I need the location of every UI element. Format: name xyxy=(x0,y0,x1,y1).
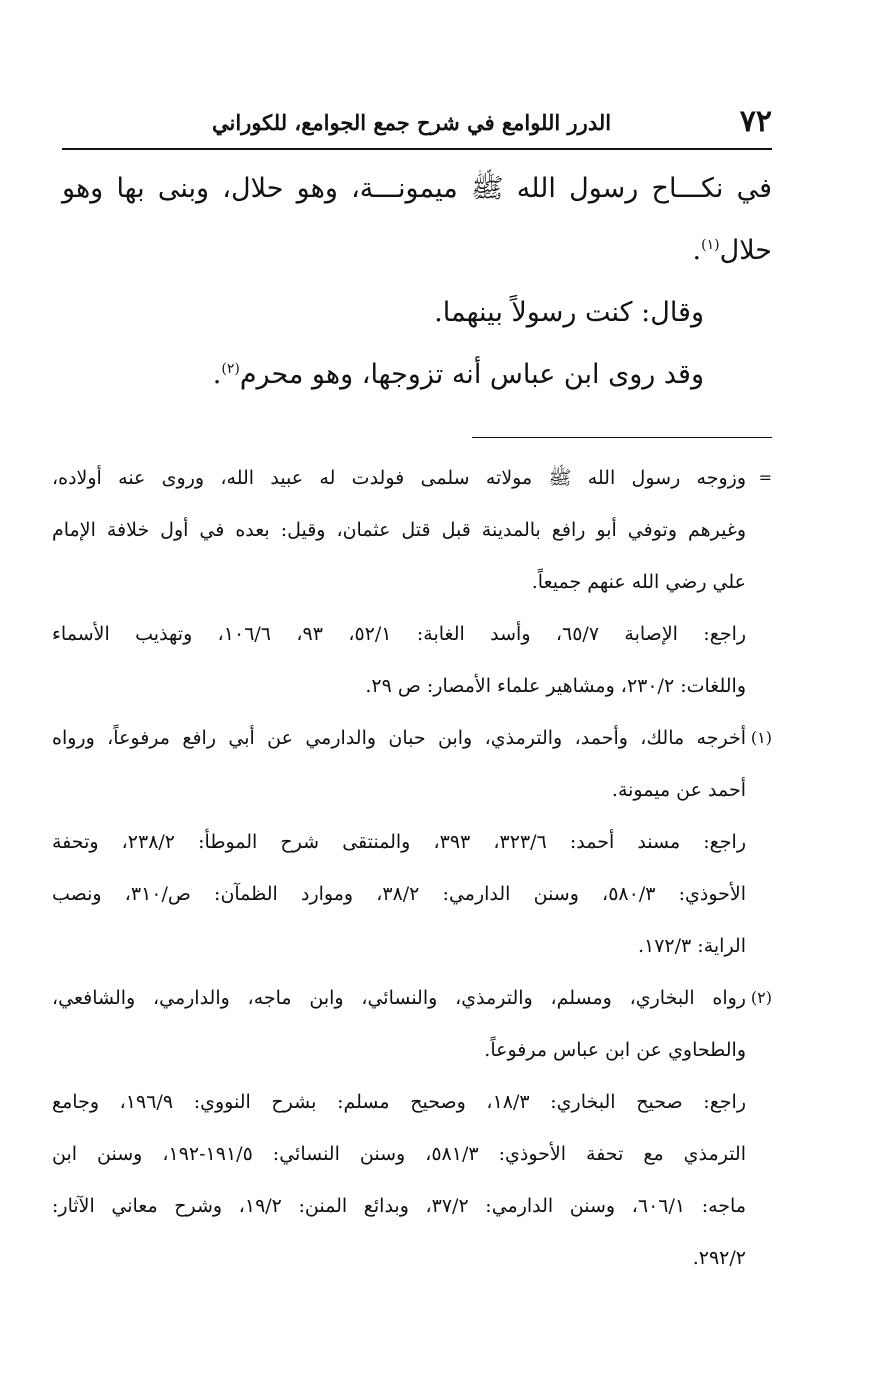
footnote-marker: (٢) xyxy=(750,988,772,1007)
footnote-line: راجع: مسند أحمد: ٣٢٣/٦، ٣٩٣، والمنتقى شرح الموطأ: ٢٣٨/٢، وتحفة xyxy=(52,831,746,853)
footnote-reference: (٢) xyxy=(221,361,240,377)
footnote-line: (١) أخرجه مالك، وأحمد، والترمذي، وابن حبان والدارمي عن أبي رافع مرفوعاً، ورواه xyxy=(52,712,772,764)
main-text-fragment: . xyxy=(692,235,702,266)
main-text xyxy=(62,158,772,406)
footnote-line: الترمذي مع تحفة الأحوذي: ٥٨١/٣، وسنن النسائي: ١٩١/٥-١٩٢، وسنن ابن xyxy=(52,1143,746,1165)
continuation-marker: = xyxy=(758,468,772,487)
footnote-marker: (١) xyxy=(750,728,772,747)
footnote-line: راجع: الإصابة ٦٥/٧، وأسد الغابة: ٥٢/١، ٩٣، ١٠٦/٦، وتهذيب الأسماء xyxy=(52,623,747,645)
footnote-reference: (١) xyxy=(701,237,720,253)
footnote-line: علي رضي الله عنهم جميعاً. xyxy=(531,571,746,593)
footnote-line: ٢٩٢/٢. xyxy=(692,1247,746,1269)
footnote-separator xyxy=(472,437,772,438)
footnote-1 xyxy=(52,712,772,972)
footnote-line: واللغات: ٢٣٠/٢، ومشاهير علماء الأمصار: ص ٢٩. xyxy=(365,675,746,697)
main-text-fragment: وقد روى ابن عباس أنه تزوجها، وهو محرم xyxy=(239,359,704,390)
footnote-line: أحمد عن ميمونة. xyxy=(611,779,746,801)
main-text-fragment: حلال xyxy=(719,235,772,266)
footnote-line: الراية: ١٧٢/٣. xyxy=(637,935,746,957)
footnote-line: والطحاوي عن ابن عباس مرفوعاً. xyxy=(484,1039,746,1061)
main-text-line xyxy=(62,344,772,406)
footnote-2 xyxy=(52,972,772,1284)
footnote-line: الأحوذي: ٥٨٠/٣، وسنن الدارمي: ٣٨/٢، وموارد الظمآن: ص/٣١٠، ونصب xyxy=(52,883,747,905)
main-text-line xyxy=(62,220,772,282)
footnote-continued xyxy=(52,452,772,712)
main-text-line: في نكـــاح رسول الله ﷺ ميمونـــة، وهو حلال، وبنى بها وهو xyxy=(62,173,772,204)
footnote-line: (٢) رواه البخاري، ومسلم، والترمذي، والنسائي، وابن ماجه، والدارمي، والشافعي، xyxy=(52,972,772,1024)
footnote-line: راجع: صحيح البخاري: ١٨/٣، وصحيح مسلم: بشرح النووي: ١٩٦/٩، وجامع xyxy=(52,1091,747,1113)
page-header xyxy=(62,102,772,146)
page-number: ٧٢ xyxy=(739,104,772,139)
main-text-line: وقال: كنت رسولاً بينهما. xyxy=(434,297,704,328)
running-title: الدرر اللوامع في شرح جمع الجوامع، للكوراني xyxy=(212,110,612,135)
footnote-line: ماجه: ٦٠٦/١، وسنن الدارمي: ٣٧/٢، وبدائع المنن: ١٩/٢، وشرح معاني الآثار: xyxy=(52,1195,747,1217)
footnote-line: = وزوجه رسول الله ﷺ مولاته سلمى فولدت له عبيد الله، وروى عنه أولاده، xyxy=(52,452,772,504)
footnote-line: وغيرهم وتوفي أبو رافع بالمدينة قبل قتل عثمان، وقيل: بعده في أول خلافة الإمام xyxy=(52,519,746,541)
footnotes xyxy=(52,452,772,1284)
main-text-fragment: . xyxy=(212,359,222,390)
header-rule xyxy=(62,148,772,150)
